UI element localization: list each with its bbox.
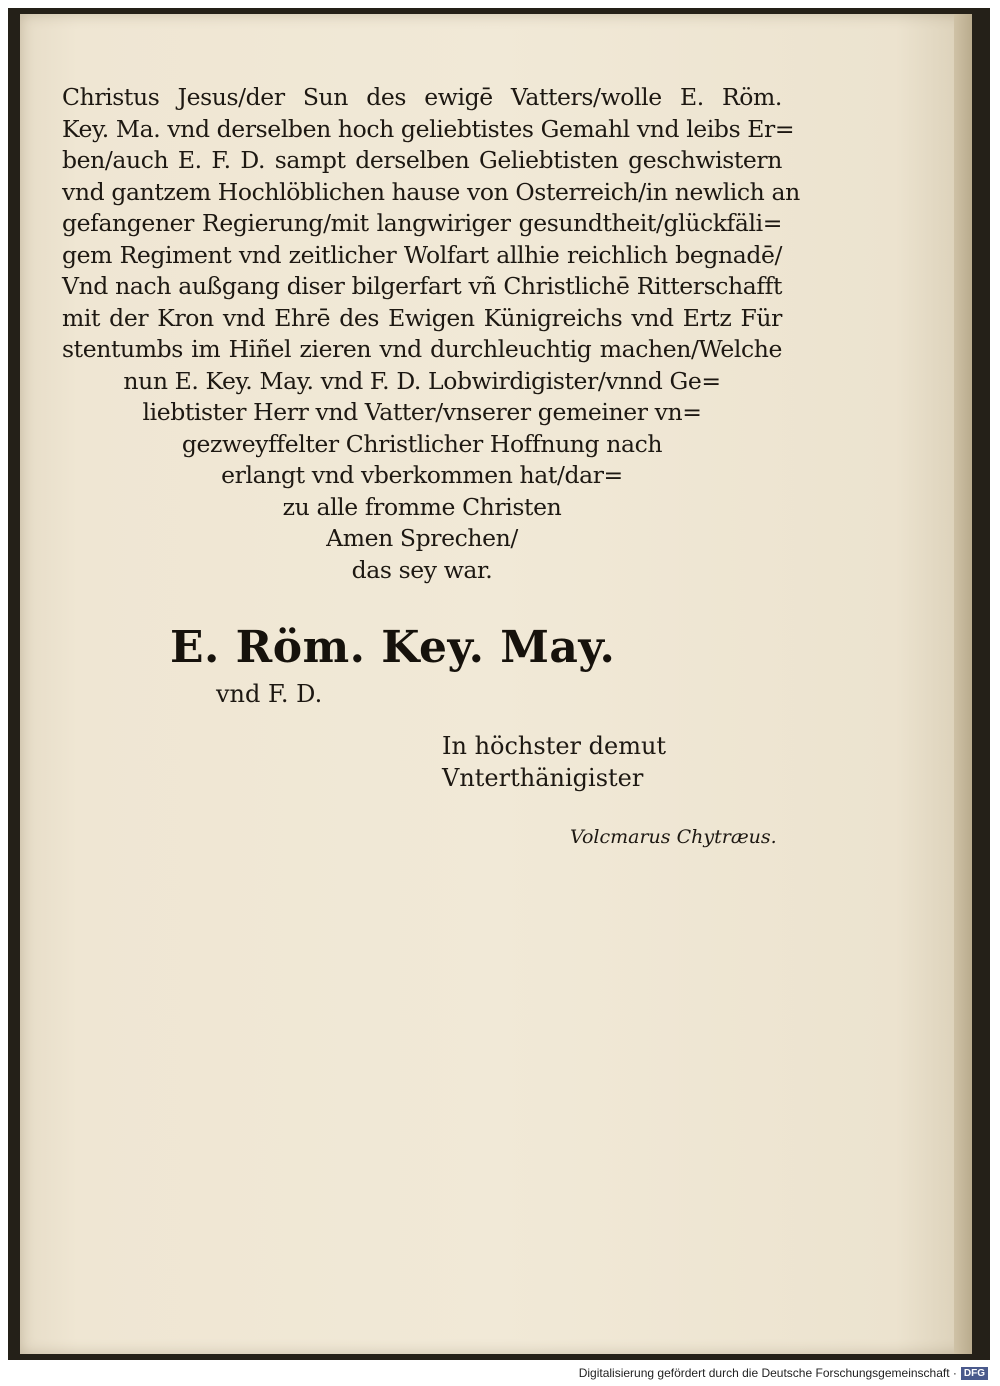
text-line: Key. Ma. vnd derselben hoch geliebtistes Gemahl vnd leibs Er= xyxy=(62,114,795,143)
digitization-footer xyxy=(579,1366,988,1380)
text-line: zu alle fromme Christen xyxy=(282,492,562,521)
book-page xyxy=(20,14,972,1354)
author-signature: Volcmarus Chytræus. xyxy=(570,826,777,848)
dedication-text xyxy=(62,82,800,586)
footer-text: Digitalisierung gefördert durch die Deutsche Forschungsgemeinschaft · xyxy=(578,1366,957,1380)
closing-line: Vnterthänigister xyxy=(442,764,644,792)
closing-line: In höchster demut xyxy=(442,732,667,760)
text-line: ben/auch E. F. D. sampt derselben Geliebtisten geschwistern xyxy=(62,146,782,174)
text-line: stentumbs im Hiñel zieren vnd durchleuchtig machen/Welche xyxy=(62,335,782,363)
dfg-logo: DFG xyxy=(961,1367,988,1380)
address-subline: vnd F. D. xyxy=(216,680,323,708)
text-line: Amen Sprechen/ xyxy=(326,524,518,552)
text-line: vnd gantzem Hochlöblichen hause von Osterreich/in newlich an xyxy=(62,177,800,206)
text-line: gem Regiment vnd zeitlicher Wolfart allhie reichlich begnadē/ xyxy=(62,240,782,269)
text-line: nun E. Key. May. vnd F. D. Lobwirdigister/vnnd Ge= xyxy=(123,366,721,395)
text-line: das sey war. xyxy=(351,555,493,584)
closing-formula xyxy=(442,730,666,794)
address-heading: E. Röm. Key. May. xyxy=(170,622,616,673)
text-line: Vnd nach außgang diser bilgerfart vñ Christlichē Ritterschafft xyxy=(62,272,782,300)
text-line: gefangener Regierung/mit langwiriger gesundtheit/glückfäli= xyxy=(62,209,782,237)
scan-background xyxy=(8,8,990,1360)
text-line: gezweyffelter Christlicher Hoffnung nach xyxy=(181,429,663,458)
text-line: mit der Kron vnd Ehrē des Ewigen Künigreichs vnd Ertz Für xyxy=(62,303,782,332)
text-line: erlangt vnd vberkommen hat/dar= xyxy=(221,461,623,489)
text-line: Christus Jesus/der Sun des ewigē Vatters/wolle E. Röm. xyxy=(62,83,782,111)
text-line: liebtister Herr vnd Vatter/vnserer gemeiner vn= xyxy=(142,398,702,426)
page-edge xyxy=(954,14,972,1354)
